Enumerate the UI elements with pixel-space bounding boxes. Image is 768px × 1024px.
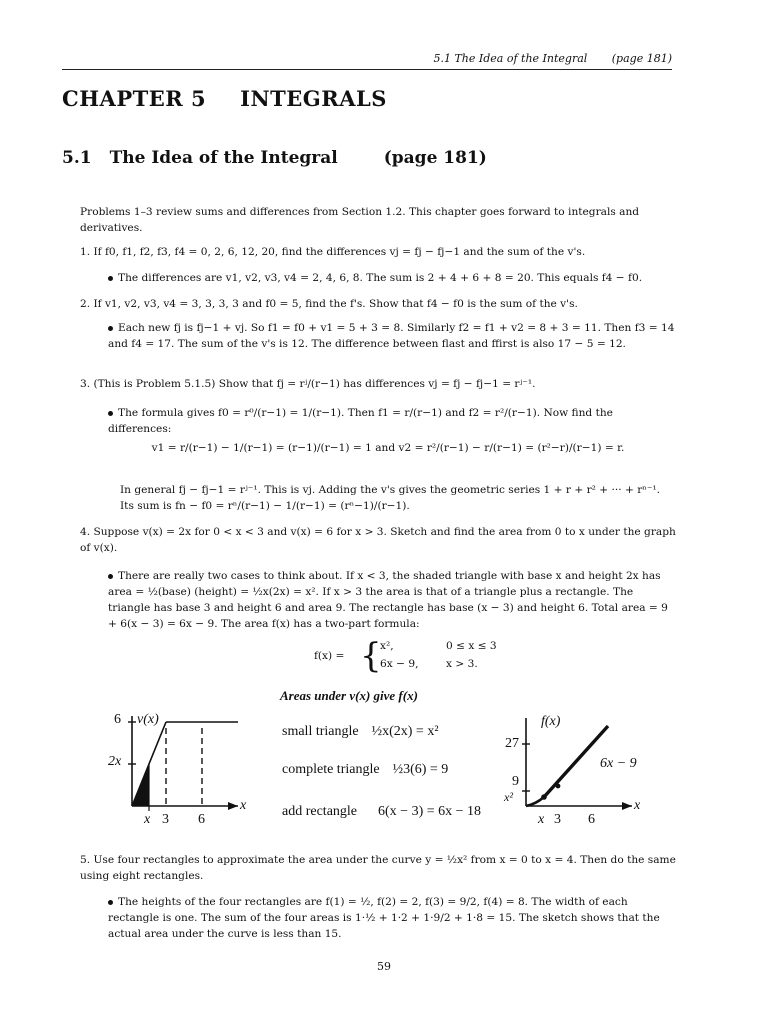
problem-3: 3. (This is Problem 5.1.5) Show that fj = rʲ/(r−1) has differences vj = fj − fj−1 = rʲ⁻¹. xyxy=(80,378,536,390)
answer-4 xyxy=(108,568,676,632)
chapter-title: INTEGRALS xyxy=(240,86,387,111)
piecewise-lhs: f(x) = xyxy=(314,650,345,662)
answer-5-text: The heights of the four rectangles are f(1) = ½, f(2) = 2, f(3) = 9/2, f(4) = 8. The width of each rectangle is one. The sum of the four areas is 1·½ + 1·2 + 1·9/2 + 1·8 = 15. The sketch shows that the actual area under the curve is less than 15. xyxy=(108,896,660,940)
section-number: 5.1 xyxy=(62,148,92,168)
bullet-icon xyxy=(108,574,113,579)
f-x-axis-label: x xyxy=(634,798,641,813)
v-graph-svg xyxy=(108,714,258,834)
bullet-icon xyxy=(108,326,113,331)
answer-4-text: There are really two cases to think about. If x < 3, the shaded triangle with base x and height 2x has area = ½(base) (height) = ½x(2x) = x². If x > 3 the area is that of a triangle plus a rectangle. The triangle has base 3 and height 6 and area 9. The rectangle has base (x − 3) and height 6. Total area = 9 + 6(x − 3) = 6x − 9. The area f(x) has a two-part formula: xyxy=(108,570,668,630)
figure-title: Areas under v(x) give f(x) xyxy=(280,688,418,703)
section-title: The Idea of the Integral xyxy=(109,148,338,168)
f-tick-3-label: 3 xyxy=(554,812,561,827)
row-small-triangle xyxy=(282,724,439,740)
bullet-icon xyxy=(108,411,113,416)
page-number: 59 xyxy=(377,960,391,973)
tick-x2-label: x² xyxy=(504,790,513,804)
general-statement: In general fj − fj−1 = rʲ⁻¹. This is vj. Adding the v's gives the geometric series 1 + r + r² + ··· + rⁿ⁻¹. xyxy=(120,484,661,496)
section-heading xyxy=(62,148,487,168)
case-1-expr: x², xyxy=(380,640,394,652)
left-brace: { xyxy=(360,636,382,676)
difference-equation: v1 = r/(r−1) − 1/(r−1) = (r−1)/(r−1) = 1 and v2 = r²/(r−1) − r/(r−1) = (r²−r)/(r−1) = r. xyxy=(151,442,625,454)
answer-3 xyxy=(108,405,676,437)
header-rule xyxy=(62,69,672,70)
chapter-heading xyxy=(62,86,387,111)
tick-27-label: 27 xyxy=(505,736,519,751)
answer-1 xyxy=(108,270,676,286)
case-1-cond: 0 ≤ x ≤ 3 xyxy=(446,640,497,652)
answer-3-text: The formula gives f0 = r⁰/(r−1) = 1/(r−1). Then f1 = r/(r−1) and f2 = r²/(r−1). Now find the differences: xyxy=(108,407,613,435)
v-axis-label: v(x) xyxy=(137,712,159,727)
row-3-label: add rectangle xyxy=(282,804,358,819)
running-page-ref: (page 181) xyxy=(611,52,672,65)
bullet-icon xyxy=(108,276,113,281)
row-1-label: small triangle xyxy=(282,724,359,739)
section-page-ref: (page 181) xyxy=(383,148,487,168)
running-header xyxy=(433,52,672,65)
chapter-number: CHAPTER 5 xyxy=(62,86,207,111)
answer-1-text: The differences are v1, v2, v3, v4 = 2, 4, 6, 8. The sum is 2 + 4 + 6 + 8 = 20. This equals f4 − f0. xyxy=(118,272,643,284)
area-graph-f xyxy=(500,714,650,834)
case-2-expr: 6x − 9, xyxy=(380,658,419,670)
f-graph-svg xyxy=(500,714,650,834)
x-axis-label: x xyxy=(240,798,247,813)
row-1-expr: ½x(2x) = x² xyxy=(371,724,439,739)
tick-6-label: 6 xyxy=(114,712,121,727)
f-axis-label: f(x) xyxy=(541,714,561,729)
line-label: 6x − 9 xyxy=(600,756,637,771)
row-complete-triangle xyxy=(282,762,448,778)
row-2-expr: ½3(6) = 9 xyxy=(392,762,449,777)
case-2-cond: x > 3. xyxy=(446,658,478,670)
tick-2x-label: 2x xyxy=(108,754,122,769)
intro-paragraph: Problems 1–3 review sums and differences from Section 1.2. This chapter goes forward to integrals and derivatives. xyxy=(80,206,640,234)
row-3-expr: 6(x − 3) = 6x − 18 xyxy=(378,804,482,819)
sum-statement: Its sum is fn − f0 = rⁿ/(r−1) − 1/(r−1) = (rⁿ−1)/(r−1). xyxy=(120,500,410,512)
row-2-label: complete triangle xyxy=(282,762,380,777)
row-add-rectangle xyxy=(282,804,481,820)
f-tick-x-label: x xyxy=(538,812,545,827)
problem-2: 2. If v1, v2, v3, v4 = 3, 3, 3, 3 and f0 = 5, find the f's. Show that f4 − f0 is the sum of the v's. xyxy=(80,298,578,310)
answer-2-text: Each new fj is fj−1 + vj. So f1 = f0 + v1 = 5 + 3 = 8. Similarly f2 = f1 + v2 = 8 + 3 = 11. Then f3 = 14 and f4 = 17. The sum of the v's is 12. The difference between flast and ffirst is also 17 − 5 = 12. xyxy=(108,322,675,350)
tick-9-label: 9 xyxy=(512,774,519,789)
area-graph-v xyxy=(108,714,258,834)
bullet-icon xyxy=(108,900,113,905)
problem-1: 1. If f0, f1, f2, f3, f4 = 0, 2, 6, 12, 20, find the differences vj = fj − fj−1 and the sum of the v's. xyxy=(80,246,586,258)
running-title: 5.1 The Idea of the Integral xyxy=(433,52,588,65)
tick-x-label: x xyxy=(144,812,151,827)
f-tick-6-label: 6 xyxy=(588,812,595,827)
problem-4: 4. Suppose v(x) = 2x for 0 < x < 3 and v(x) = 6 for x > 3. Sketch and find the area from 0 to x under the graph of v(x). xyxy=(80,526,676,554)
answer-5 xyxy=(108,894,676,942)
problem-5: 5. Use four rectangles to approximate the area under the curve y = ½x² from x = 0 to x = 4. Then do the same using eight rectangles. xyxy=(80,854,676,882)
answer-2 xyxy=(108,320,676,352)
tick-3-label: 3 xyxy=(162,812,169,827)
tick-6x-label: 6 xyxy=(198,812,205,827)
